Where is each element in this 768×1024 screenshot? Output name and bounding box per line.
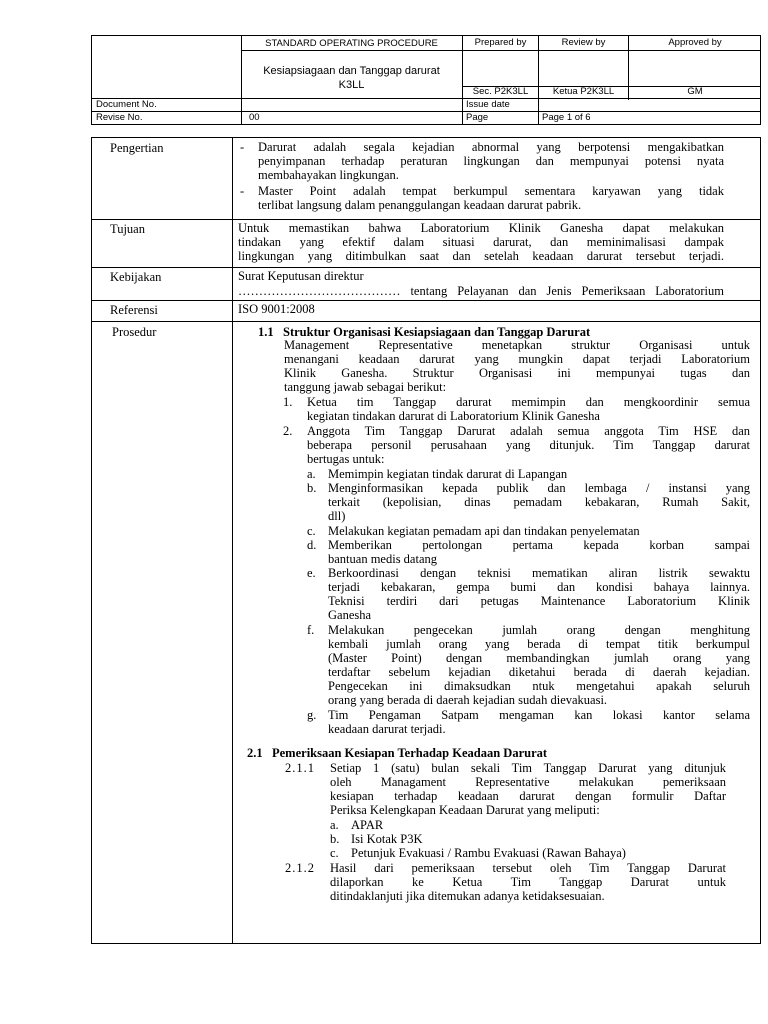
sub-f-line-6: orang yang berada di daerah kejadian sudah dievakuasi. — [328, 693, 608, 707]
issue-date-label: Issue date — [466, 99, 510, 110]
sub-f-line-1: Melakukan pengecekan jumlah orang dengan menghitung — [328, 623, 750, 637]
s211-line-1: Setiap 1 (satu) bulan sekali Tim Tanggap Darurat yang ditunjuk — [330, 761, 726, 775]
sub-d-line-2: bantuan medis datang — [328, 552, 437, 566]
sub-f-line-5: Pengecekan ini dimaksudkan ntuk mengetahui apakah seluruh — [328, 679, 750, 693]
pengertian-bullet-1-line-2: penyimpanan terhadap peraturan lingkungan dan mempunyai potensi nyata — [258, 154, 724, 168]
tujuan-line-2: tindakan yang efektif dalam situasi darurat, dan meminimalisasi dampak — [238, 235, 724, 249]
kebijakan-line-1: Surat Keputusan direktur — [238, 269, 364, 283]
sub-d-letter: d. — [307, 538, 317, 552]
section-2-1-number: 2.1 — [247, 746, 263, 760]
sub-f-line-3: (Master Point) dengan membandingkan jumlah orang yang — [328, 651, 750, 665]
s211-item-c: Petunjuk Evakuasi / Rambu Evakuasi (Rawan Bahaya) — [351, 846, 626, 860]
label-prosedur: Prosedur — [112, 325, 157, 339]
item-1-line-1: Ketua tim Tanggap darurat memimpin dan mengkoordinir semua — [307, 395, 750, 409]
s11-intro-line-4: tanggung jawab sebagai berikut: — [284, 380, 447, 394]
sub-c-line-1: Melakukan kegiatan pemadam api dan tindakan penyelematan — [328, 524, 640, 538]
section-2-1-title: Pemeriksaan Kesiapan Terhadap Keadaan Darurat — [272, 746, 548, 760]
s211-line-4: Periksa Kelengkapan Keadaan Darurat yang meliputi: — [330, 803, 600, 817]
sub-f-line-2: kembali jumlah orang yang berada di tempat titik berkumpul — [328, 637, 750, 651]
review-by-label: Review by — [561, 37, 606, 48]
pengertian-bullet-2-line-1: Master Point adalah tempat berkumpul sementara karyawan yang tidak — [258, 184, 724, 198]
label-pengertian: Pengertian — [110, 141, 164, 155]
s211-a-letter: a. — [330, 818, 339, 832]
sub-e-line-1: Berkoordinasi dengan teknisi mematikan aliran listrik sewaktu — [328, 566, 750, 580]
sub-g-line-1: Tim Pengaman Satpam mengaman kan lokasi kantor selama — [328, 708, 750, 722]
sub-e-line-2: terjadi kebakaran, gempa bumi dan kondisi bahaya lainnya. — [328, 580, 750, 594]
sub-g-letter: g. — [307, 708, 317, 722]
bullet-dash: - — [240, 140, 245, 154]
section-2-1-2-number: 2.1.2 — [285, 861, 315, 875]
revise-no-label: Revise No. — [96, 112, 143, 123]
sub-a-line-1: Memimpin kegiatan tindak darurat di Lapangan — [328, 467, 568, 481]
tujuan-line-1: Untuk memastikan bahwa Laboratorium Klinik Ganesha dapat melakukan — [238, 221, 724, 235]
kebijakan-line-2: ………………………………… tentang Pelayanan dan Jenis Pemeriksaan Laboratorium — [238, 284, 724, 298]
s212-line-3: ditindaklanjuti jika ditemukan adanya ketidaksesuaian. — [330, 889, 605, 903]
s211-item-b: Isi Kotak P3K — [351, 832, 423, 846]
s211-c-letter: c. — [330, 846, 339, 860]
procedure-body-table — [91, 137, 761, 944]
item-1-number: 1. — [283, 395, 293, 409]
s11-intro-line-3: Klinik Ganesha. Struktur Organisasi ini mempunyai tugas dan — [284, 366, 750, 380]
sub-a-letter: a. — [307, 467, 316, 481]
s211-b-letter: b. — [330, 832, 340, 846]
sub-d-line-1: Memberikan pertolongan pertama kepada korban sampai — [328, 538, 750, 552]
page-label: Page — [466, 112, 489, 123]
item-2-line-1: Anggota Tim Tanggap Darurat adalah semua anggota Tim HSE dan — [307, 424, 750, 438]
section-1-1-title: Struktur Organisasi Kesiapsiagaan dan Tanggap Darurat — [283, 325, 591, 339]
item-2-number: 2. — [283, 424, 293, 438]
label-referensi: Referensi — [110, 303, 158, 317]
sub-e-letter: e. — [307, 566, 316, 580]
document-no-label: Document No. — [96, 99, 157, 110]
item-2-line-3: bertugas untuk: — [307, 452, 385, 466]
label-kebijakan: Kebijakan — [110, 270, 162, 284]
s11-intro-line-2: menangani keadaan darurat yang mungkin dapat terjadi Laboratorium — [284, 352, 750, 366]
referensi-value: ISO 9001:2008 — [238, 302, 315, 316]
sub-c-letter: c. — [307, 524, 316, 538]
review-by-value: Ketua P2K3LL — [552, 86, 615, 97]
sub-b-line-1: Menginformasikan kepada publik dan lembaga / instansi yang — [328, 481, 750, 495]
s211-item-a: APAR — [351, 818, 384, 832]
sub-e-line-4: Ganesha — [328, 608, 372, 622]
pengertian-bullet-1-line-1: Darurat adalah segala kejadian abnormal yang berpotensi mengakibatkan — [258, 140, 724, 154]
revise-no-value: 00 — [249, 112, 260, 123]
label-tujuan: Tujuan — [110, 222, 145, 236]
document-header-table — [91, 35, 761, 125]
s212-line-2: dilaporkan ke Ketua Tim Tanggap Darurat untuk — [330, 875, 726, 889]
s211-line-2: oleh Managament Representative melakukan pemeriksaan — [330, 775, 726, 789]
sub-e-line-3: Teknisi terdiri dari petugas Maintenance Laboratorium Klinik — [328, 594, 750, 608]
item-2-line-2: beberapa personil perusahaan yang ditunjuk. Tim Tanggap darurat — [307, 438, 750, 452]
approved-by-value: GM — [687, 86, 703, 97]
item-1-line-2: kegiatan tindakan darurat di Laboratorium Klinik Ganesha — [307, 409, 600, 423]
sub-f-letter: f. — [307, 623, 315, 637]
bullet-dash: - — [240, 184, 245, 198]
section-2-1-1-number: 2.1.1 — [285, 761, 315, 775]
prepared-by-value: Sec. P2K3LL — [472, 86, 529, 97]
prepared-by-label: Prepared by — [474, 37, 527, 48]
page-value: Page 1 of 6 — [542, 112, 591, 123]
sub-b-line-2: terkait (kepolisian, dinas pemadam kebakaran, Rumah Sakit, — [328, 495, 750, 509]
s211-line-3: kesiapan terhadap keadaan darurat dengan formulir Daftar — [330, 789, 726, 803]
tujuan-line-3: lingkungan yang ditimbulkan saat dan setelah keadaan darurat tersebut terjadi. — [238, 249, 724, 263]
sub-b-line-3: dll) — [328, 509, 346, 523]
sub-b-letter: b. — [307, 481, 317, 495]
document-title: Kesiapsiagaan dan Tanggap darurat K3LL — [263, 65, 440, 91]
pengertian-bullet-2-line-2: terlibat langsung dalam penanggulangan keadaan darurat pabrik. — [258, 198, 582, 212]
sub-f-line-4: terdaftar sebelum kejadian diketahui berada di daerah kejadian. — [328, 665, 750, 679]
section-1-1-number: 1.1 — [258, 325, 274, 339]
doc-type: STANDARD OPERATING PROCEDURE — [265, 38, 438, 49]
s11-intro-line-1: Management Representative menetapkan struktur Organisasi untuk — [284, 338, 750, 352]
s212-line-1: Hasil dari pemeriksaan tersebut oleh Tim Tanggap Darurat — [330, 861, 726, 875]
approved-by-label: Approved by — [668, 37, 722, 48]
pengertian-bullet-1-line-3: membahayakan lingkungan. — [258, 168, 399, 182]
sub-g-line-2: keadaan darurat terjadi. — [328, 722, 446, 736]
